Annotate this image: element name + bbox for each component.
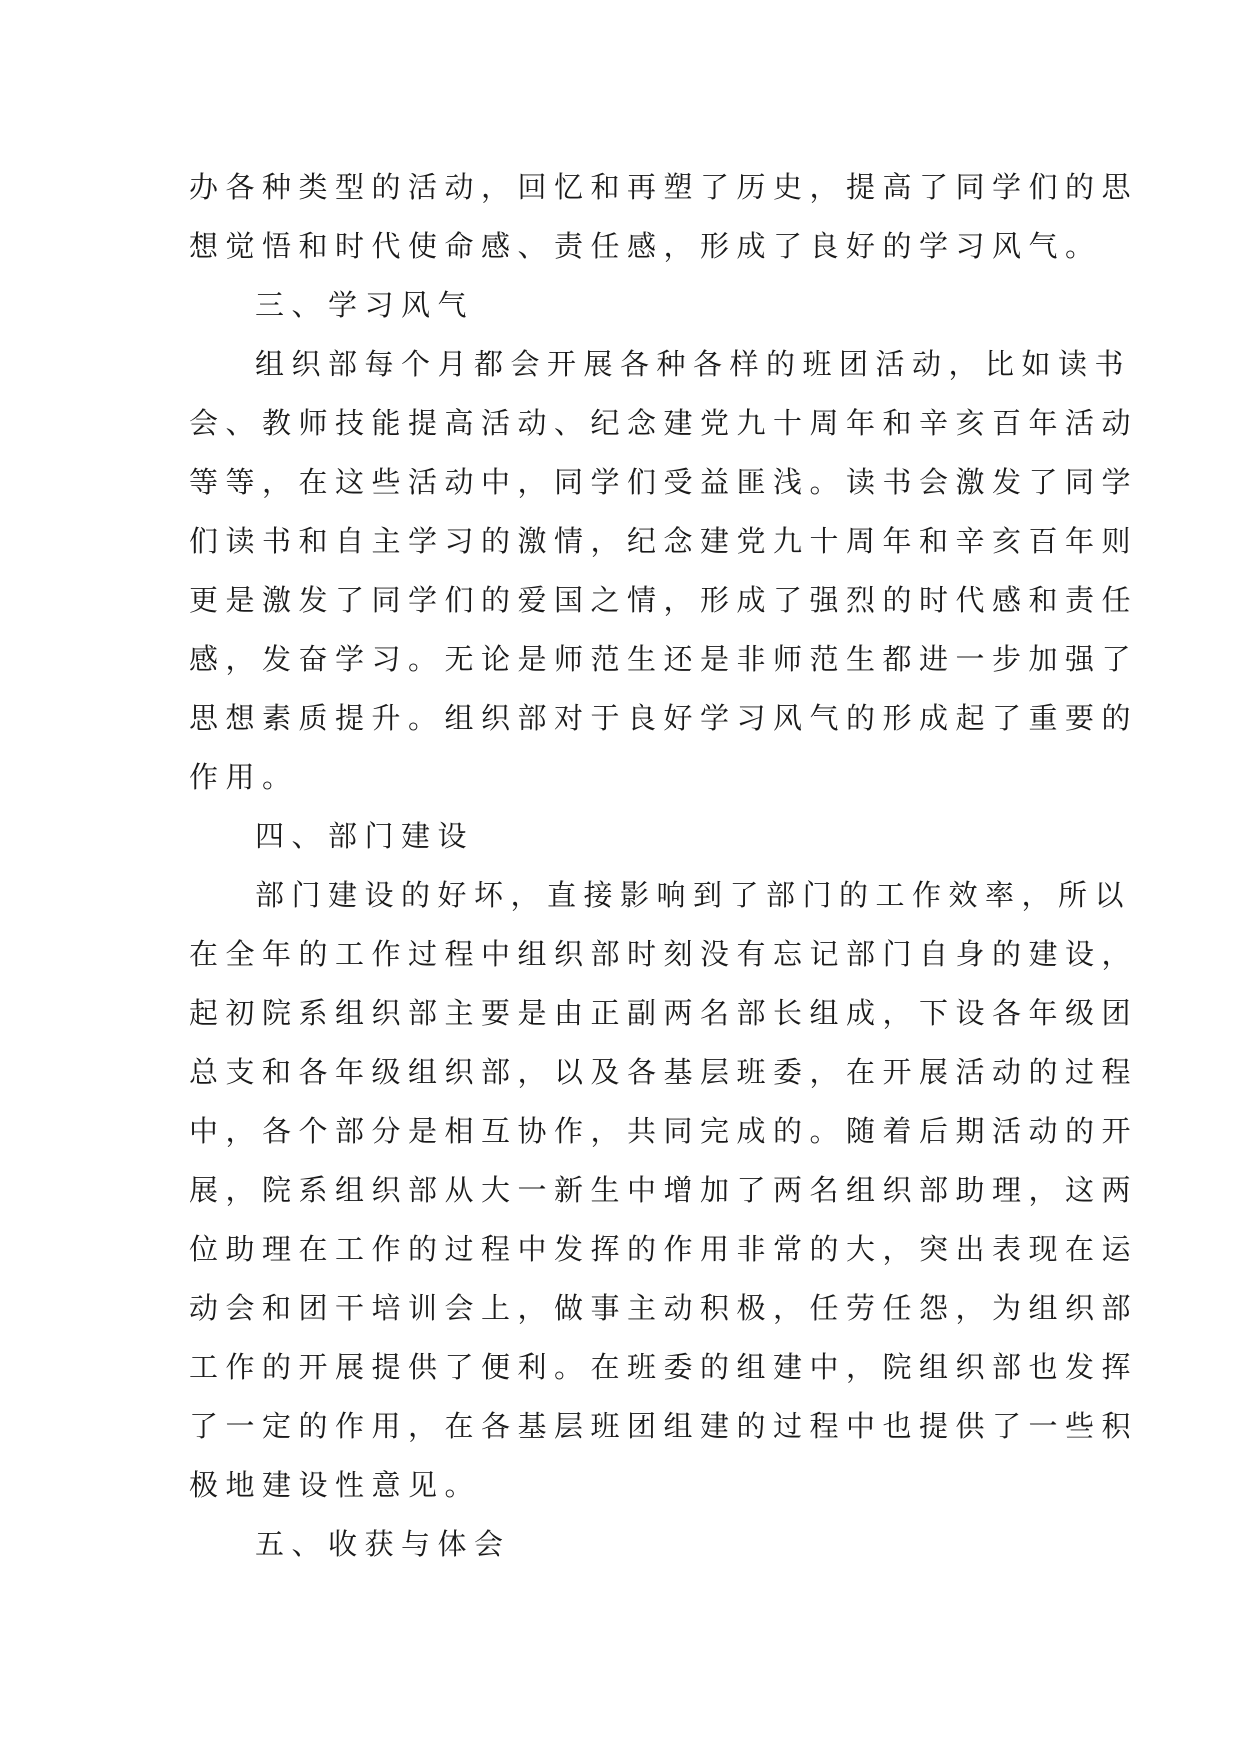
text-line: 作用。 xyxy=(189,760,299,794)
text-line: 极地建设性意见。 xyxy=(189,1468,482,1502)
text-line: 了一定的作用，在各基层班团组建的过程中也提供了一些积 xyxy=(189,1409,1139,1443)
text-line: 工作的开展提供了便利。在班委的组建中，院组织部也发挥 xyxy=(189,1350,1139,1384)
text-line: 在全年的工作过程中组织部时刻没有忘记部门自身的建设， xyxy=(189,937,1139,971)
text-line: 更是激发了同学们的爱国之情，形成了强烈的时代感和责任 xyxy=(189,583,1139,617)
text-line: 思想素质提升。组织部对于良好学习风气的形成起了重要的 xyxy=(189,701,1139,735)
section-heading: 三、学习风气 xyxy=(255,288,475,322)
document-body xyxy=(189,158,1139,1574)
text-line: 组织部每个月都会开展各种各样的班团活动，比如读书 xyxy=(255,347,1132,381)
text-line: 展，院系组织部从大一新生中增加了两名组织部助理，这两 xyxy=(189,1173,1139,1207)
text-line: 总支和各年级组织部，以及各基层班委，在开展活动的过程 xyxy=(189,1055,1139,1089)
text-line: 位助理在工作的过程中发挥的作用非常的大，突出表现在运 xyxy=(189,1232,1139,1266)
text-line: 部门建设的好坏，直接影响到了部门的工作效率，所以 xyxy=(255,878,1132,912)
text-line: 办各种类型的活动，回忆和再塑了历史，提高了同学们的思 xyxy=(189,170,1139,204)
text-line: 等等，在这些活动中，同学们受益匪浅。读书会激发了同学 xyxy=(189,465,1139,499)
text-line: 感，发奋学习。无论是师范生还是非师范生都进一步加强了 xyxy=(189,642,1139,676)
text-line: 动会和团干培训会上，做事主动积极，任劳任怨，为组织部 xyxy=(189,1291,1139,1325)
text-line: 想觉悟和时代使命感、责任感，形成了良好的学习风气。 xyxy=(189,229,1102,263)
text-line: 起初院系组织部主要是由正副两名部长组成，下设各年级团 xyxy=(189,996,1139,1030)
text-line: 中，各个部分是相互协作，共同完成的。随着后期活动的开 xyxy=(189,1114,1139,1148)
section-heading: 五、收获与体会 xyxy=(255,1527,511,1561)
text-line: 会、教师技能提高活动、纪念建党九十周年和辛亥百年活动 xyxy=(189,406,1139,440)
section-heading: 四、部门建设 xyxy=(255,819,475,853)
text-line: 们读书和自主学习的激情，纪念建党九十周年和辛亥百年则 xyxy=(189,524,1139,558)
